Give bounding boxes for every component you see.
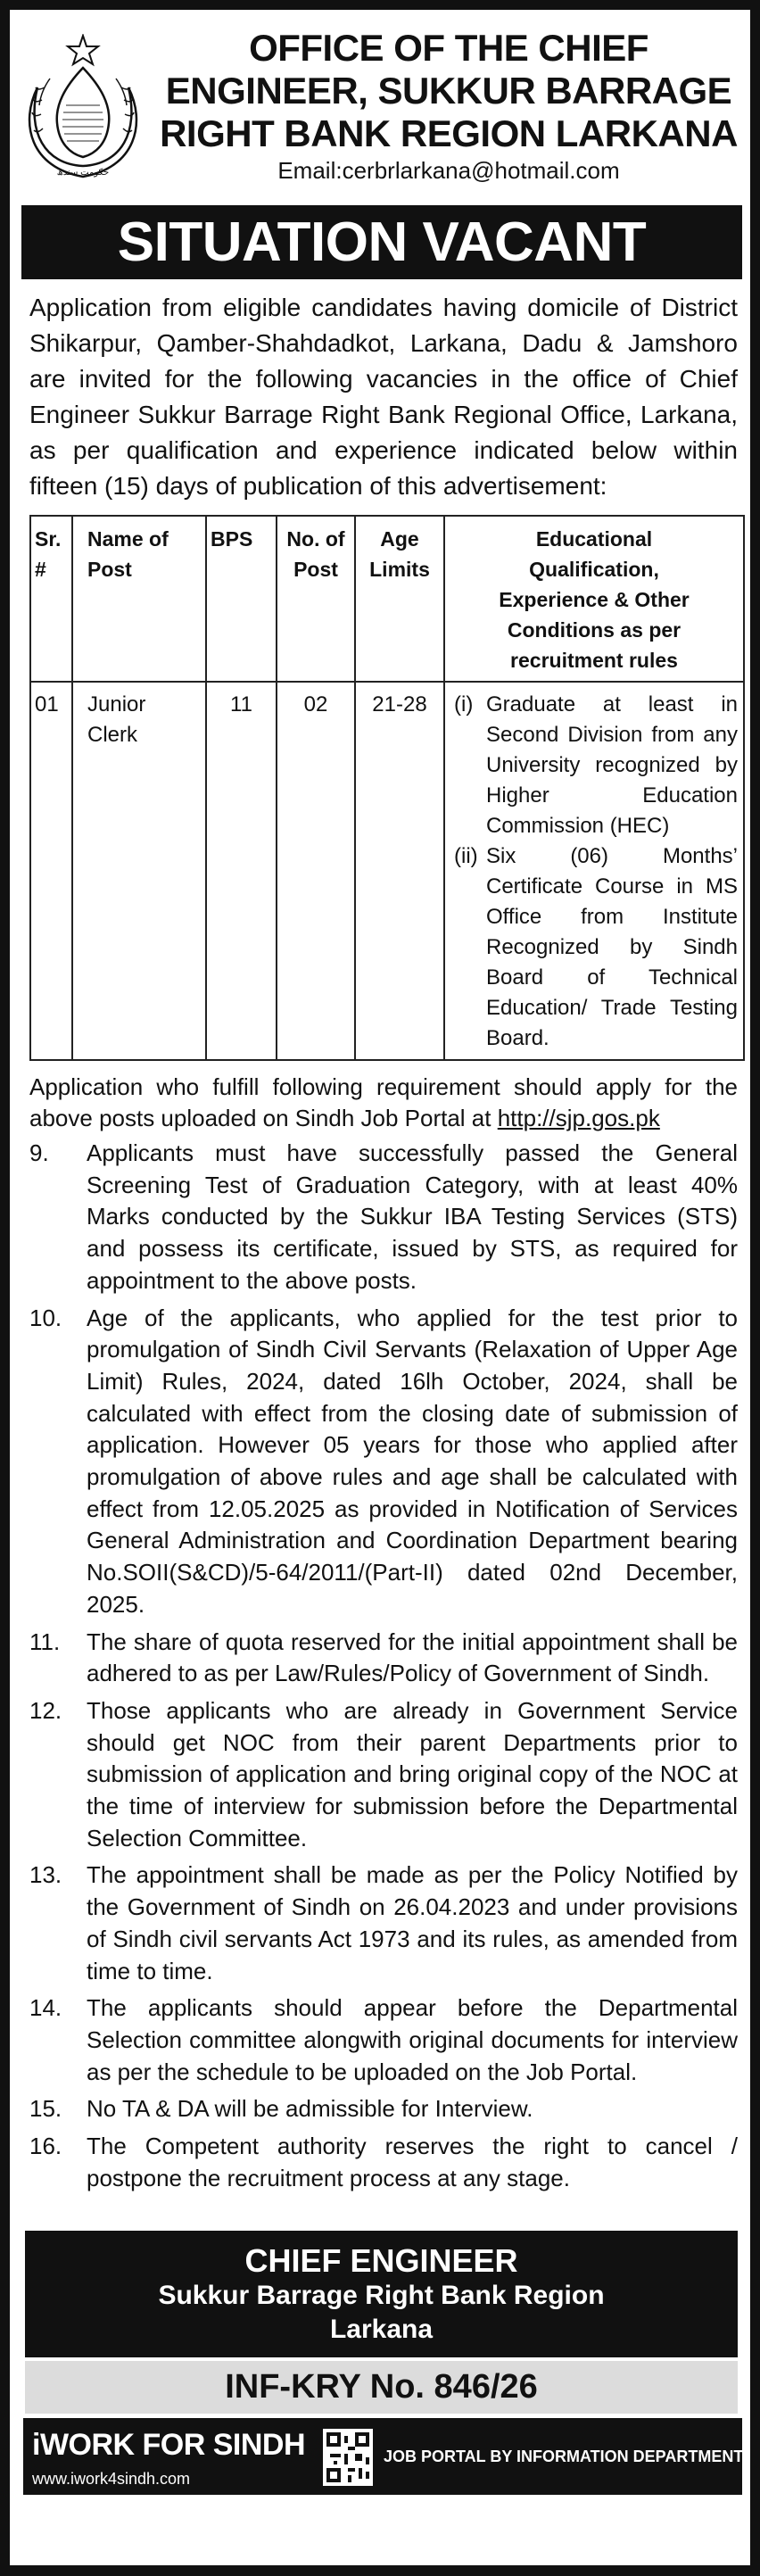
condition-text: The appointment shall be made as per the Policy Notified by the Government of Sindh on 26.04.2023 and under provisions of Sindh civil servants Act 1973 and its rules, as amended from time to time.: [87, 1861, 738, 1984]
condition-num: 11.: [29, 1628, 61, 1655]
header-age-limits: Age Limits: [355, 516, 444, 682]
header-bps: BPS: [206, 516, 277, 682]
sindh-emblem-icon: [18, 34, 148, 182]
vacancy-table: [29, 515, 745, 1061]
condition-num: 14.: [29, 1994, 62, 2022]
condition-item: [29, 1695, 738, 1855]
condition-item: [29, 1627, 738, 1690]
intro-paragraph: Application from eligible candidates having domicile of District Shikarpur, Qamber-Shahdadkot, Larkana, Dadu & Jamshoro are invited for the following vacancies in the office of Chief Engineer Sukkur Barrage Right Bank Regional Office, Larkana, as per qualification and experience indicated below within fifteen (15) days of publication of this advertisement:: [29, 294, 738, 500]
condition-text: The share of quota reserved for the initial appointment shall be adhered to as per Law/Rules/Policy of Government of Sindh.: [87, 1628, 738, 1687]
qr-code-icon: [323, 2429, 373, 2486]
iwork-banner: [23, 2418, 742, 2495]
condition-text: No TA & DA will be admissible for Interview.: [87, 2095, 533, 2123]
office-email: Email:cerbrlarkana@hotmail.com: [277, 157, 620, 184]
qualification-num: (ii): [454, 844, 478, 868]
qualification-text: Graduate at least in Second Division from any University recognized by Higher Education Commission (HEC): [486, 692, 738, 838]
sindh-job-portal-link[interactable]: http://sjp.gos.pk: [497, 1105, 660, 1131]
condition-item: [29, 2131, 738, 2194]
qualification-item: [454, 690, 738, 841]
header-qualification: Educational Qualification, Experience & Other Conditions as per recruitment rules: [444, 516, 744, 682]
condition-text: Those applicants who are already in Government Service should get NOC from their parent Departments prior to submission of application and bring original copy of the NOC at the time of interview for submission before the Departmental Selection Committee.: [87, 1696, 738, 1851]
header-no-of-post: No. of Post: [277, 516, 355, 682]
cell-bps: 11: [206, 682, 277, 1060]
cell-sr: 01: [30, 682, 72, 1060]
condition-num: 12.: [29, 1696, 62, 1724]
signatory-org: Sukkur Barrage Right Bank Region: [158, 2280, 605, 2310]
office-title-line: RIGHT BANK REGION LARKANA: [160, 112, 738, 154]
condition-item: [29, 1303, 738, 1621]
condition-item: [29, 1138, 738, 1297]
office-title-line: OFFICE OF THE CHIEF: [249, 27, 648, 69]
reference-number: INF-KRY No. 846/26: [25, 2361, 738, 2414]
cell-post: Junior Clerk: [72, 682, 206, 1060]
condition-item: [29, 1992, 738, 2088]
office-title: [155, 27, 742, 155]
condition-num: 15.: [29, 2095, 62, 2123]
iwork-tagline: JOB PORTAL BY INFORMATION DEPARTMENT: [384, 2447, 744, 2465]
table-row: [30, 682, 744, 1060]
condition-num: 13.: [29, 1861, 62, 1889]
condition-text: The Competent authority reserves the right to cancel / postpone the recruitment process at any stage.: [87, 2133, 738, 2191]
apply-note: [29, 1072, 738, 1134]
condition-num: 9.: [29, 1139, 49, 1166]
signatory-city: Larkana: [329, 2314, 434, 2344]
signatory-title: CHIEF ENGINEER: [244, 2241, 518, 2279]
condition-text: The applicants should appear before the Departmental Selection committee alongwith original documents for interview as per the schedule to be uploaded on the Job Portal.: [87, 1994, 738, 2085]
header-post: Name of Post: [72, 516, 206, 682]
table-header-row: [30, 516, 744, 682]
iwork-url[interactable]: www.iwork4sindh.com: [32, 2469, 191, 2488]
qualification-num: (i): [454, 692, 474, 716]
condition-text: Applicants must have successfully passed the General Screening Test of Graduation Category, with at least 40% Marks conducted by the Sukkur IBA Testing Services (STS) and possess its certificate, issued by STS, as required for appointment to the above posts.: [87, 1139, 738, 1294]
qualification-text: Six (06) Months’ Certificate Course in MS Office from Institute Recognized by Sindh Board of Technical Education/ Trade Testing Board.: [486, 844, 738, 1050]
situation-vacant-banner: SITUATION VACANT: [21, 205, 742, 279]
condition-item: [29, 1860, 738, 1987]
office-title-line: ENGINEER, SUKKUR BARRAGE: [165, 70, 732, 112]
iwork-logo: iWORK FOR SINDH: [32, 2427, 306, 2462]
cell-age: 21-28: [355, 682, 444, 1060]
condition-text: Age of the applicants, who applied for the test prior to promulgation of Sindh Civil Servants (Relaxation of Upper Age Limit) Rules, 2024, dated 16lh October, 2024, shall be calculated with effect from the closing date of submission of application. However 05 years for those who applied after promulgation of above rules and age shall be calculated with effect from 12.05.2025 as provided in Notification of Services General Administration and Coordination Department bearing No.SOII(S&CD)/5-64/2011/(Part-II) dated 02nd December, 2025.: [87, 1304, 738, 1618]
signatory-block: [25, 2231, 738, 2357]
condition-item: [29, 2093, 738, 2125]
conditions-list: [29, 1138, 738, 2195]
condition-num: 16.: [29, 2133, 62, 2160]
header-sr: Sr. #: [30, 516, 72, 682]
apply-note-text: Application who fulfill following requirement should apply for the above posts uploaded on Sindh Job Portal at: [29, 1073, 738, 1131]
qualification-item: [454, 841, 738, 1054]
emblem-text: حکومت سندھ: [56, 168, 110, 178]
cell-qualification: [444, 682, 744, 1060]
condition-num: 10.: [29, 1304, 62, 1331]
cell-no-of-post: 02: [277, 682, 355, 1060]
